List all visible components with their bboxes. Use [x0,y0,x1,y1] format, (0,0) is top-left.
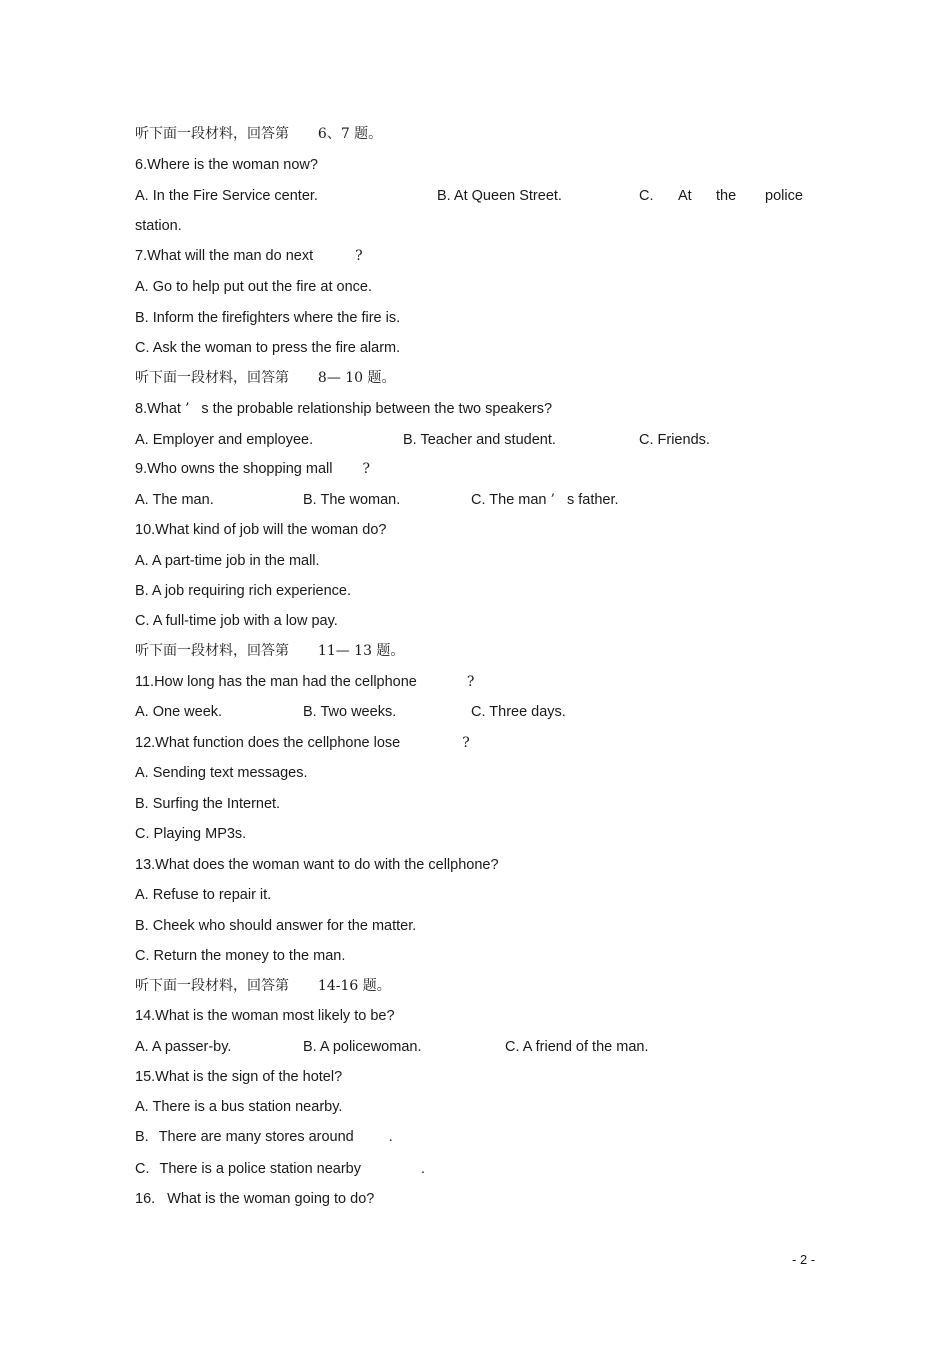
question-12: 12.What function does the cellphone lose ? [135,735,470,751]
section-heading-14-16: 听下面一段材料，回答第 14-16 题。 [135,978,391,994]
section-heading-11-13: 听下面一段材料，回答第 11— 13 题。 [135,643,405,659]
q10-option-c: C. A full-time job with a low pay. [135,613,338,629]
q11-option-a: A. One week. [135,704,223,720]
q11-option-c: C. Three days. [471,704,566,720]
q12-option-c: C. Playing MP3s. [135,826,247,842]
section-range: 14-16 题。 [317,978,391,994]
question-6: 6.Where is the woman now? [135,157,318,173]
question-9: 9.Who owns the shopping mall ? [135,461,370,477]
question-10: 10.What kind of job will the woman do? [135,522,387,538]
q14-option-a: A. A passer-by. [135,1039,232,1055]
question-15: 15.What is the sign of the hotel? [135,1069,343,1085]
q9-option-c: C. The man ’ s father. [471,492,619,508]
q13-option-c: C. Return the money to the man. [135,948,346,964]
section-range: 8— 10 题。 [317,370,396,386]
q11-option-b: B. Two weeks. [303,704,397,720]
q15-option-b: B. There are many stores around . [135,1129,393,1145]
q6-option-a: A. In the Fire Service center. [135,188,318,204]
q12-option-b: B. Surfing the Internet. [135,796,281,812]
q6-option-c-word: police [765,188,803,204]
q15-option-a: A. There is a bus station nearby. [135,1099,343,1115]
q15-option-c: C. There is a police station nearby . [135,1161,426,1177]
q7-option-c: C. Ask the woman to press the fire alarm. [135,340,401,356]
q8-option-b: B. Teacher and student. [403,432,556,448]
q6-option-c-word: At [678,188,692,204]
page-number: - 2 - [792,1252,816,1267]
section-heading-8-10: 听下面一段材料，回答第 8— 10 题。 [135,370,396,386]
q9-option-b: B. The woman. [303,492,401,508]
q6-option-c-word: the [716,188,737,204]
q7-option-b: B. Inform the firefighters where the fire is. [135,310,401,326]
q6-option-b: B. At Queen Street. [437,188,562,204]
question-11: 11.How long has the man had the cellphone ? [135,674,475,690]
section-range: 11— 13 题。 [317,643,405,659]
q10-option-b: B. A job requiring rich experience. [135,583,352,599]
q8-option-c: C. Friends. [639,432,710,448]
q8-option-a: A. Employer and employee. [135,432,314,448]
question-13: 13.What does the woman want to do with the cellphone? [135,857,499,873]
q13-option-a: A. Refuse to repair it. [135,887,272,903]
q9-option-a: A. The man. [135,492,214,508]
question-16: 16. What is the woman going to do? [135,1191,375,1207]
question-7: 7.What will the man do next ? [135,248,363,264]
q6-option-c-label: C. [639,188,654,204]
q10-option-a: A. A part-time job in the mall. [135,553,320,569]
q7-option-a: A. Go to help put out the fire at once. [135,279,372,295]
section-heading-6-7: 听下面一段材料，回答第 6、7 题。 [135,126,383,142]
q14-option-b: B. A policewoman. [303,1039,422,1055]
question-8: 8.What ’ s the probable relationship between the two speakers? [135,401,553,417]
question-14: 14.What is the woman most likely to be? [135,1008,395,1024]
q14-option-c: C. A friend of the man. [505,1039,649,1055]
section-range: 6、7 题。 [317,126,383,142]
q13-option-b: B. Cheek who should answer for the matter. [135,918,417,934]
q6-option-c-continued: station. [135,218,182,234]
q12-option-a: A. Sending text messages. [135,765,308,781]
